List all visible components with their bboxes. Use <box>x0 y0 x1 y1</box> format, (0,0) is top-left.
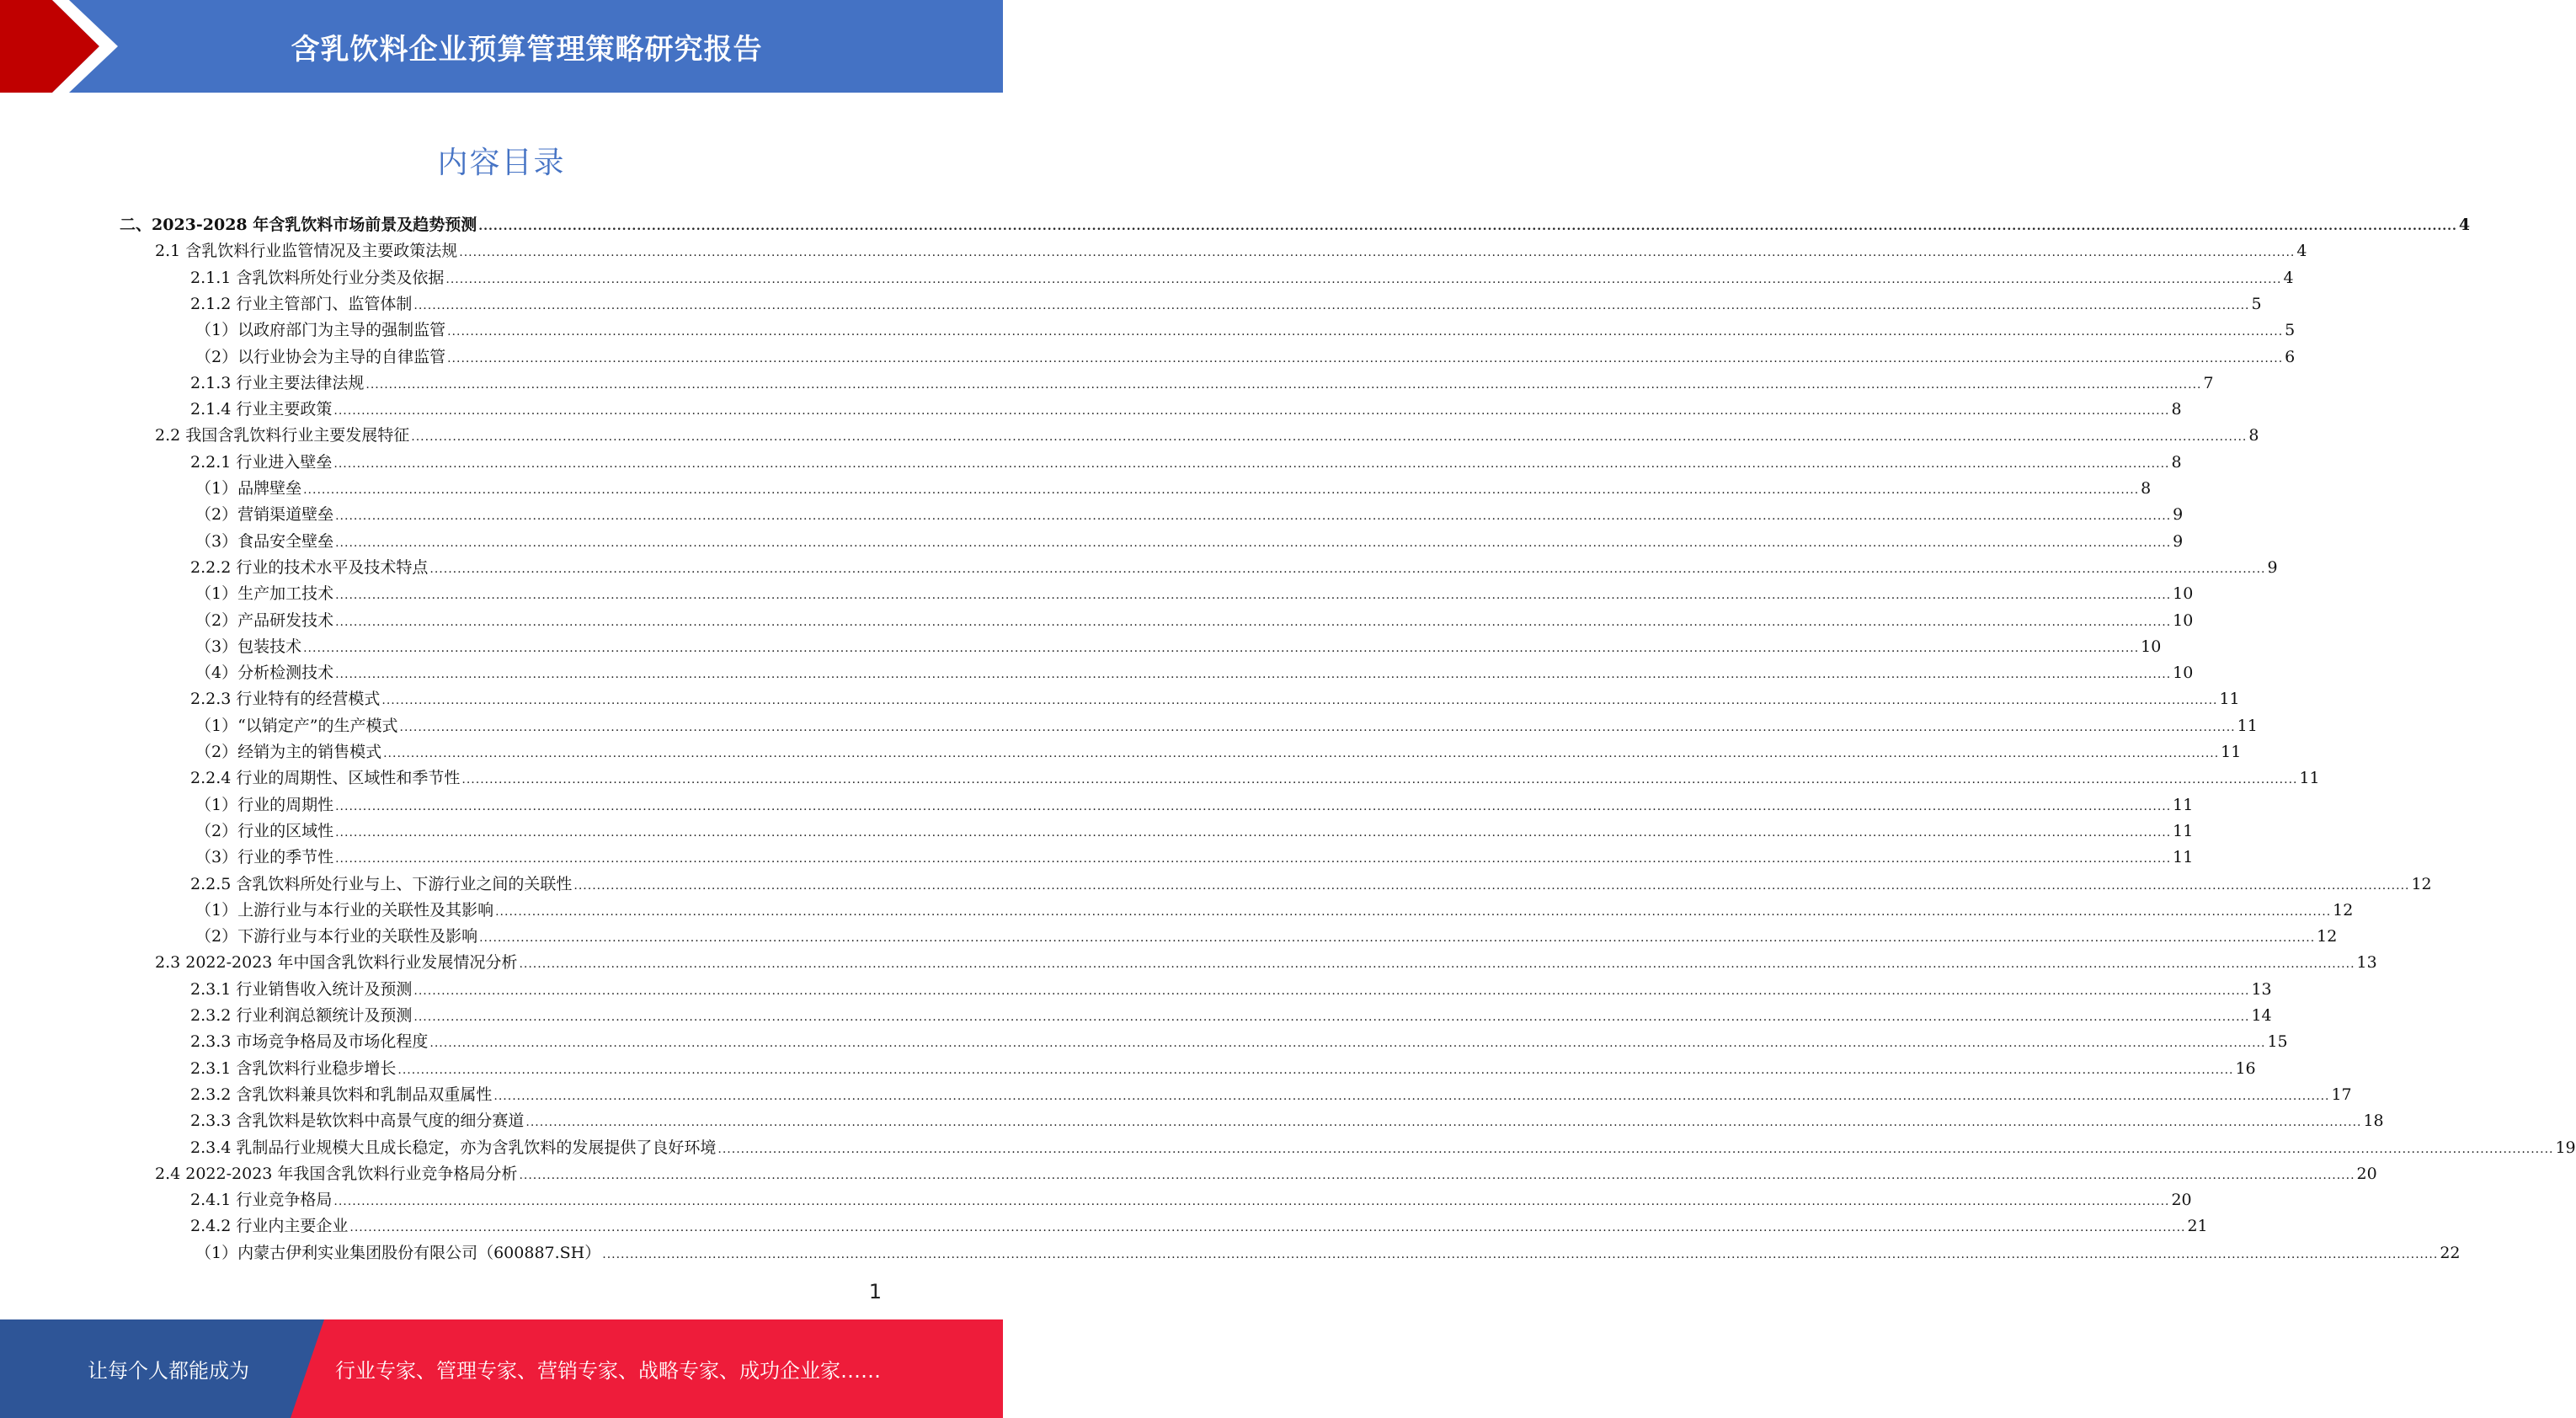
toc-entry-label: （1）品牌壁垒 <box>195 479 302 498</box>
toc-entry[interactable] <box>195 898 2354 924</box>
toc-entry-page: 5 <box>2251 295 2262 313</box>
toc-dot-leader: ................................................................................................................................................................................................................................................................................................................................................................................................................ <box>383 747 2220 760</box>
toc-entry[interactable] <box>195 739 2242 765</box>
toc-entry-label: 2.3 2022-2023 年中国含乳饮料行业发展情况分析 <box>155 953 518 972</box>
toc-dot-leader: ................................................................................................................................................................................................................................................................................................................................................................................................................ <box>399 721 2236 734</box>
toc-dot-leader: ................................................................................................................................................................................................................................................................................................................................................................................................................ <box>459 246 2296 259</box>
toc-dot-leader: ................................................................................................................................................................................................................................................................................................................................................................................................................ <box>303 642 2140 655</box>
toc-dot-leader: ................................................................................................................................................................................................................................................................................................................................................................................................................ <box>461 773 2298 786</box>
toc-entry[interactable] <box>195 634 2162 660</box>
toc-entry-label: 2.2.4 行业的周期性、区域性和季节性 <box>190 769 461 787</box>
toc-dot-leader: ................................................................................................................................................................................................................................................................................................................................................................................................................ <box>333 1195 2170 1208</box>
toc-entry-page: 10 <box>2173 611 2194 630</box>
toc-entry-page: 9 <box>2173 532 2184 551</box>
toc-entry-page: 12 <box>2333 901 2354 920</box>
toc-entry[interactable] <box>195 792 2194 818</box>
toc-entry-page: 4 <box>2283 269 2294 287</box>
toc-dot-leader: ................................................................................................................................................................................................................................................................................................................................................................................................................ <box>495 905 2332 919</box>
toc-entry-page: 15 <box>2267 1032 2288 1051</box>
toc-entry[interactable] <box>195 529 2184 555</box>
toc-entry[interactable] <box>195 344 2296 370</box>
toc-entry-label: 2.2 我国含乳饮料行业主要发展特征 <box>155 426 410 445</box>
toc-entry-label: 2.3.2 含乳饮料兼具饮料和乳制品双重属性 <box>190 1085 493 1104</box>
toc-entry-label: （1）上游行业与本行业的关联性及其影响 <box>195 901 494 920</box>
toc-entry[interactable] <box>195 660 2194 686</box>
toc-entry-page: 5 <box>2285 321 2296 339</box>
toc-entry-page: 17 <box>2331 1085 2352 1104</box>
toc-entry[interactable] <box>190 1003 2272 1029</box>
toc-entry[interactable] <box>190 397 2182 423</box>
toc-entry-label: （2）经销为主的销售模式 <box>195 743 382 761</box>
toc-dot-leader: ................................................................................................................................................................................................................................................................................................................................................................................................................ <box>335 616 2172 629</box>
toc-dot-leader: ................................................................................................................................................................................................................................................................................................................................................................................................................ <box>602 1248 2439 1261</box>
toc-entry-page: 20 <box>2171 1191 2192 1209</box>
toc-entry-page: 8 <box>2248 426 2259 445</box>
toc-dot-leader: ................................................................................................................................................................................................................................................................................................................................................................................................................ <box>303 483 2140 497</box>
page-footer <box>0 1319 1003 1418</box>
toc-entry-label: 2.1.4 行业主要政策 <box>190 400 333 418</box>
toc-entry-page: 6 <box>2285 348 2296 366</box>
toc-dot-leader: ................................................................................................................................................................................................................................................................................................................................................................................................................ <box>335 826 2172 840</box>
toc-entry-page: 14 <box>2251 1006 2272 1025</box>
toc-entry-label: 2.1.3 行业主要法律法规 <box>190 374 365 392</box>
toc-entry-page: 11 <box>2173 848 2194 866</box>
toc-entry-label: 2.3.4 乳制品行业规模大且成长稳定，亦为含乳饮料的发展提供了良好环境 <box>190 1138 717 1157</box>
toc-entry-label: （3）食品安全壁垒 <box>195 532 334 551</box>
toc-entry-label: （2）以行业协会为主导的自律监管 <box>195 348 446 366</box>
toc-entry[interactable] <box>190 555 2278 581</box>
toc-dot-leader: ................................................................................................................................................................................................................................................................................................................................................................................................................ <box>573 879 2410 893</box>
toc-entry[interactable] <box>155 1161 2377 1187</box>
toc-entry-label: 2.2.2 行业的技术水平及技术特点 <box>190 558 429 577</box>
toc-entry-page: 19 <box>2555 1138 2576 1157</box>
toc-entry[interactable] <box>190 1187 2192 1213</box>
toc-entry-label: 2.4 2022-2023 年我国含乳饮料行业竞争格局分析 <box>155 1165 518 1183</box>
toc-dot-leader: ................................................................................................................................................................................................................................................................................................................................................................................................................ <box>525 1116 2362 1129</box>
toc-dot-leader: ................................................................................................................................................................................................................................................................................................................................................................................................................ <box>335 852 2172 866</box>
toc-entry[interactable] <box>195 317 2296 344</box>
toc-entry[interactable] <box>190 1082 2352 1108</box>
toc-entry-label: 2.1.2 行业主管部门、监管体制 <box>190 295 413 313</box>
toc-entry-label: （2）行业的区域性 <box>195 822 334 840</box>
toc-dot-leader: ................................................................................................................................................................................................................................................................................................................................................................................................................ <box>335 509 2172 523</box>
toc-entry[interactable] <box>120 212 2471 238</box>
toc-dot-leader: ................................................................................................................................................................................................................................................................................................................................................................................................................ <box>519 957 2355 971</box>
toc-entry[interactable] <box>195 818 2194 845</box>
toc-entry-page: 10 <box>2141 637 2162 656</box>
toc-dot-leader: ................................................................................................................................................................................................................................................................................................................................................................................................................ <box>397 1064 2234 1077</box>
toc-dot-leader: ................................................................................................................................................................................................................................................................................................................................................................................................................ <box>413 984 2250 998</box>
toc-entry-label: 2.1.1 含乳饮料所处行业分类及依据 <box>190 269 445 287</box>
toc-dot-leader: ................................................................................................................................................................................................................................................................................................................................................................................................................ <box>493 1090 2330 1103</box>
toc-entry-page: 4 <box>2458 216 2471 234</box>
toc-entry-page: 22 <box>2440 1244 2461 1262</box>
page-number: 1 <box>868 1280 882 1303</box>
toc-entry-label: 2.4.2 行业内主要企业 <box>190 1217 349 1235</box>
toc-entry[interactable] <box>190 450 2182 476</box>
toc-entry[interactable] <box>190 1108 2384 1134</box>
toc-entry-label: （3）行业的季节性 <box>195 848 334 866</box>
toc-dot-leader: ................................................................................................................................................................................................................................................................................................................................................................................................................ <box>335 536 2172 550</box>
toc-dot-leader: ................................................................................................................................................................................................................................................................................................................................................................................................................ <box>365 378 2202 392</box>
toc-entry[interactable] <box>190 765 2320 792</box>
toc-entry-page: 11 <box>2219 690 2240 708</box>
toc-entry-label: （1）生产加工技术 <box>195 584 334 603</box>
report-header <box>0 0 1003 93</box>
toc-entry-label: 2.1 含乳饮料行业监管情况及主要政策法规 <box>155 242 458 260</box>
toc-entry-label: 2.3.1 含乳饮料行业稳步增长 <box>190 1059 397 1078</box>
toc-entry-label: 2.3.3 含乳饮料是软饮料中高景气度的细分赛道 <box>190 1111 525 1130</box>
toc-entry[interactable] <box>195 845 2194 871</box>
toc-dot-leader: ................................................................................................................................................................................................................................................................................................................................................................................................................ <box>519 1169 2355 1182</box>
toc-entry[interactable] <box>190 291 2262 317</box>
toc-entry-page: 8 <box>2171 453 2182 472</box>
toc-entry[interactable] <box>190 872 2432 898</box>
toc-entry-label: 2.4.1 行业竞争格局 <box>190 1191 333 1209</box>
footer-slogan-left: 让每个人都能成为 <box>88 1359 249 1383</box>
toc-entry-page: 4 <box>2296 242 2307 260</box>
toc-dot-leader: ................................................................................................................................................................................................................................................................................................................................................................................................................ <box>335 589 2172 602</box>
toc-heading: 内容目录 <box>437 146 566 180</box>
toc-entry[interactable] <box>195 608 2194 634</box>
toc-entry[interactable] <box>195 581 2194 607</box>
toc-entry-label: （1）“以销定产”的生产模式 <box>195 717 398 735</box>
toc-entry-page: 11 <box>2173 796 2194 814</box>
toc-entry[interactable] <box>190 265 2294 291</box>
toc-dot-leader: ................................................................................................................................................................................................................................................................................................................................................................................................................ <box>335 668 2172 681</box>
toc-entry[interactable] <box>195 476 2152 502</box>
toc-entry[interactable] <box>195 713 2258 739</box>
toc-entry-label: （2）下游行业与本行业的关联性及影响 <box>195 927 478 946</box>
toc-entry[interactable] <box>155 423 2259 449</box>
toc-dot-leader: ................................................................................................................................................................................................................................................................................................................................................................................................................ <box>478 220 2457 233</box>
toc-dot-leader: ................................................................................................................................................................................................................................................................................................................................................................................................................ <box>335 800 2172 813</box>
toc-entry-page: 8 <box>2141 479 2152 498</box>
toc-dot-leader: ................................................................................................................................................................................................................................................................................................................................................................................................................ <box>429 562 2266 576</box>
toc-entry[interactable] <box>155 238 2307 264</box>
toc-entry[interactable] <box>190 1029 2288 1055</box>
toc-entry[interactable] <box>190 1213 2208 1239</box>
toc-entry-page: 12 <box>2411 875 2432 893</box>
toc-entry-page: 7 <box>2203 374 2214 392</box>
toc-entry-label: 2.3.2 行业利润总额统计及预测 <box>190 1006 413 1025</box>
footer-slogan-right: 行业专家、管理专家、营销专家、战略专家、成功企业家…… <box>335 1359 881 1383</box>
toc-dot-leader: ................................................................................................................................................................................................................................................................................................................................................................................................................ <box>381 694 2218 707</box>
toc-entry-page: 11 <box>2221 743 2242 761</box>
toc-entry-label: （2）营销渠道壁垒 <box>195 505 334 524</box>
toc-entry[interactable] <box>190 686 2240 712</box>
toc-dot-leader: ................................................................................................................................................................................................................................................................................................................................................................................................................ <box>413 299 2250 312</box>
toc-entry[interactable] <box>190 1135 2576 1161</box>
toc-dot-leader: ................................................................................................................................................................................................................................................................................................................................................................................................................ <box>413 1010 2250 1024</box>
toc-entry[interactable] <box>155 950 2377 976</box>
toc-dot-leader: ................................................................................................................................................................................................................................................................................................................................................................................................................ <box>479 931 2316 945</box>
toc-entry-page: 18 <box>2363 1111 2384 1130</box>
toc-entry-page: 10 <box>2173 664 2194 682</box>
toc-entry-page: 10 <box>2173 584 2194 603</box>
toc-dot-leader: ................................................................................................................................................................................................................................................................................................................................................................................................................ <box>349 1221 2186 1234</box>
toc-dot-leader: ................................................................................................................................................................................................................................................................................................................................................................................................................ <box>333 457 2170 471</box>
toc-dot-leader: ................................................................................................................................................................................................................................................................................................................................................................................................................ <box>333 404 2170 418</box>
toc-entry-page: 9 <box>2267 558 2278 577</box>
toc-entry-label: （4）分析检测技术 <box>195 664 334 682</box>
toc-entry-page: 11 <box>2237 717 2258 735</box>
toc-entry-page: 13 <box>2251 980 2272 999</box>
toc-entry-page: 11 <box>2173 822 2194 840</box>
toc-entry[interactable] <box>195 1240 2461 1266</box>
toc-entry-label: （1）以政府部门为主导的强制监管 <box>195 321 446 339</box>
toc-dot-leader: ................................................................................................................................................................................................................................................................................................................................................................................................................ <box>447 352 2284 365</box>
toc-dot-leader: ................................................................................................................................................................................................................................................................................................................................................................................................................ <box>447 325 2284 339</box>
toc-entry-label: 2.3.1 行业销售收入统计及预测 <box>190 980 413 999</box>
toc-dot-leader: ................................................................................................................................................................................................................................................................................................................................................................................................................ <box>429 1037 2266 1050</box>
toc-entry-label: （3）包装技术 <box>195 637 302 656</box>
toc-entry-page: 20 <box>2356 1165 2377 1183</box>
toc-entry-label: （1）行业的周期性 <box>195 796 334 814</box>
toc-entry[interactable] <box>195 924 2338 950</box>
toc-entry-page: 8 <box>2171 400 2182 418</box>
toc-dot-leader: ................................................................................................................................................................................................................................................................................................................................................................................................................ <box>717 1143 2554 1156</box>
toc-entry[interactable] <box>190 1056 2256 1082</box>
toc-entry-page: 16 <box>2235 1059 2256 1078</box>
toc-entry-page: 12 <box>2317 927 2338 946</box>
toc-entry-page: 13 <box>2356 953 2377 972</box>
toc-entry-label: 2.2.3 行业特有的经营模式 <box>190 690 381 708</box>
toc-entry-label: 2.2.5 含乳饮料所处行业与上、下游行业之间的关联性 <box>190 875 573 893</box>
toc-entry-page: 9 <box>2173 505 2184 524</box>
report-title: 含乳饮料企业预算管理策略研究报告 <box>291 32 763 67</box>
toc-entry-label: 2.3.3 市场竞争格局及市场化程度 <box>190 1032 429 1051</box>
toc-entry-label: （1）内蒙古伊利实业集团股份有限公司（600887.SH） <box>195 1244 601 1262</box>
toc-entry[interactable] <box>195 502 2184 528</box>
toc-entry-page: 11 <box>2299 769 2320 787</box>
toc-entry[interactable] <box>190 977 2272 1003</box>
toc-entry-label: 2.2.1 行业进入壁垒 <box>190 453 333 472</box>
toc-entry-label: （2）产品研发技术 <box>195 611 334 630</box>
toc-dot-leader: ................................................................................................................................................................................................................................................................................................................................................................................................................ <box>445 273 2282 286</box>
toc-entry-page: 21 <box>2187 1217 2208 1235</box>
toc-entry[interactable] <box>190 370 2214 397</box>
toc-dot-leader: ................................................................................................................................................................................................................................................................................................................................................................................................................ <box>411 430 2248 444</box>
toc-entry-label: 二、2023-2028 年含乳饮料市场前景及趋势预测 <box>120 216 477 234</box>
